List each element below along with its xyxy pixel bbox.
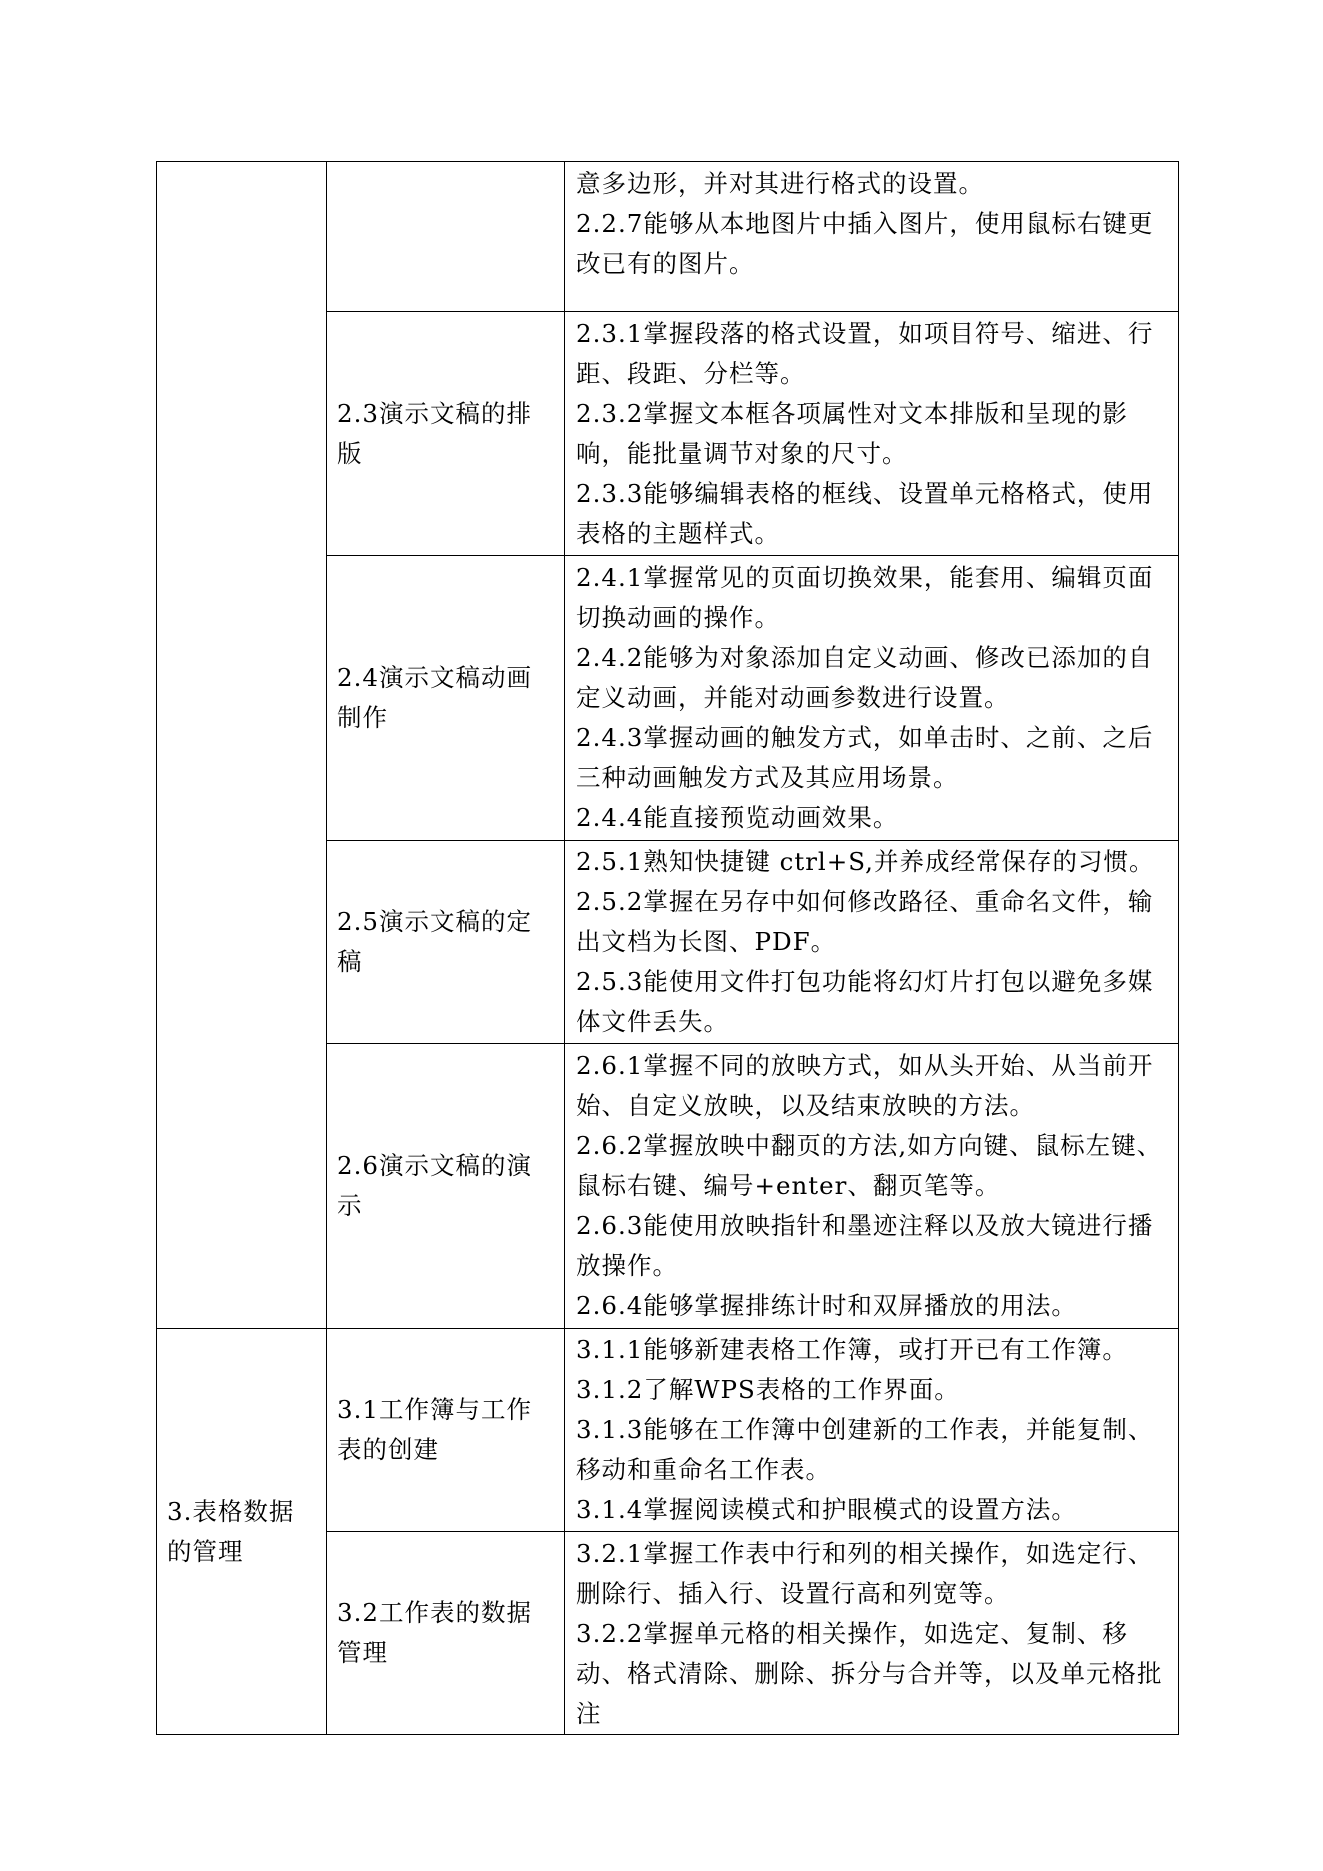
item-text: 2.4.4能直接预览动画效果。	[576, 803, 899, 832]
item-text: 2.6.3能使用放映指针和墨迹注释以及放大镜进行播放操作。	[576, 1211, 1154, 1280]
item-text: 2.4.3掌握动画的触发方式，如单击时、之前、之后三种动画触发方式及其应用场景。	[576, 723, 1154, 792]
unit-cell: 3.表格数据的管理	[157, 1329, 327, 1735]
item-text: 2.5.2掌握在另存中如何修改路径、重命名文件，输出文档为长图、PDF。	[576, 887, 1154, 956]
item-text: 2.4.1掌握常见的页面切换效果，能套用、编辑页面切换动画的操作。	[576, 563, 1154, 632]
items-cell	[565, 1329, 1179, 1532]
item-text: 2.6.4能够掌握排练计时和双屏播放的用法。	[576, 1291, 1077, 1320]
topic-cell: 2.4演示文稿动画制作	[327, 556, 565, 841]
item-text: 3.2.1掌握工作表中行和列的相关操作，如选定行、删除行、插入行、设置行高和列宽等。	[576, 1539, 1154, 1608]
topic-cell	[327, 162, 565, 312]
item-text: 3.1.4掌握阅读模式和护眼模式的设置方法。	[576, 1495, 1077, 1524]
item-text: 3.1.2了解WPS表格的工作界面。	[576, 1375, 960, 1404]
item-text: 2.5.1熟知快捷键 ctrl+S,并养成经常保存的习惯。	[576, 847, 1155, 876]
item-text: 2.6.2掌握放映中翻页的方法,如方向键、鼠标左键、鼠标右键、编号+enter、翻页笔等。	[576, 1131, 1163, 1200]
unit-cell-empty	[157, 162, 327, 1329]
item-text: 2.4.2能够为对象添加自定义动画、修改已添加的自定义动画，并能对动画参数进行设置。	[576, 643, 1154, 712]
topic-cell: 3.1工作簿与工作表的创建	[327, 1329, 565, 1532]
item-text: 3.1.1能够新建表格工作簿，或打开已有工作簿。	[576, 1335, 1128, 1364]
table-row	[157, 1329, 1179, 1532]
item-text: 2.2.7能够从本地图片中插入图片，使用鼠标右键更改已有的图片。	[576, 209, 1154, 278]
topic-cell: 3.2工作表的数据管理	[327, 1532, 565, 1735]
items-cell	[565, 1532, 1179, 1735]
item-text: 3.2.2掌握单元格的相关操作，如选定、复制、移动、格式清除、删除、拆分与合并等，以及单元格批注	[576, 1619, 1163, 1728]
items-cell	[565, 312, 1179, 556]
curriculum-table	[156, 161, 1179, 1735]
item-text: 2.3.1掌握段落的格式设置，如项目符号、缩进、行距、段距、分栏等。	[576, 318, 1154, 388]
topic-cell: 2.6演示文稿的演示	[327, 1044, 565, 1329]
item-text: 2.5.3能使用文件打包功能将幻灯片打包以避免多媒体文件丢失。	[576, 967, 1154, 1036]
item-text: 2.6.1掌握不同的放映方式，如从头开始、从当前开始、自定义放映，以及结束放映的方法。	[576, 1051, 1154, 1120]
item-text: 2.3.2掌握文本框各项属性对文本排版和呈现的影响，能批量调节对象的尺寸。	[576, 398, 1128, 468]
item-text: 2.3.3能够编辑表格的框线、设置单元格格式，使用表格的主题样式。	[576, 478, 1154, 548]
item-text: 意多边形，并对其进行格式的设置。	[576, 169, 984, 198]
items-cell	[565, 162, 1179, 312]
items-cell	[565, 1044, 1179, 1329]
table-row	[157, 162, 1179, 312]
item-text: 3.1.3能够在工作簿中创建新的工作表，并能复制、移动和重命名工作表。	[576, 1415, 1154, 1484]
topic-cell: 2.3演示文稿的排版	[327, 312, 565, 556]
items-cell	[565, 841, 1179, 1044]
topic-cell: 2.5演示文稿的定稿	[327, 841, 565, 1044]
items-cell	[565, 556, 1179, 841]
